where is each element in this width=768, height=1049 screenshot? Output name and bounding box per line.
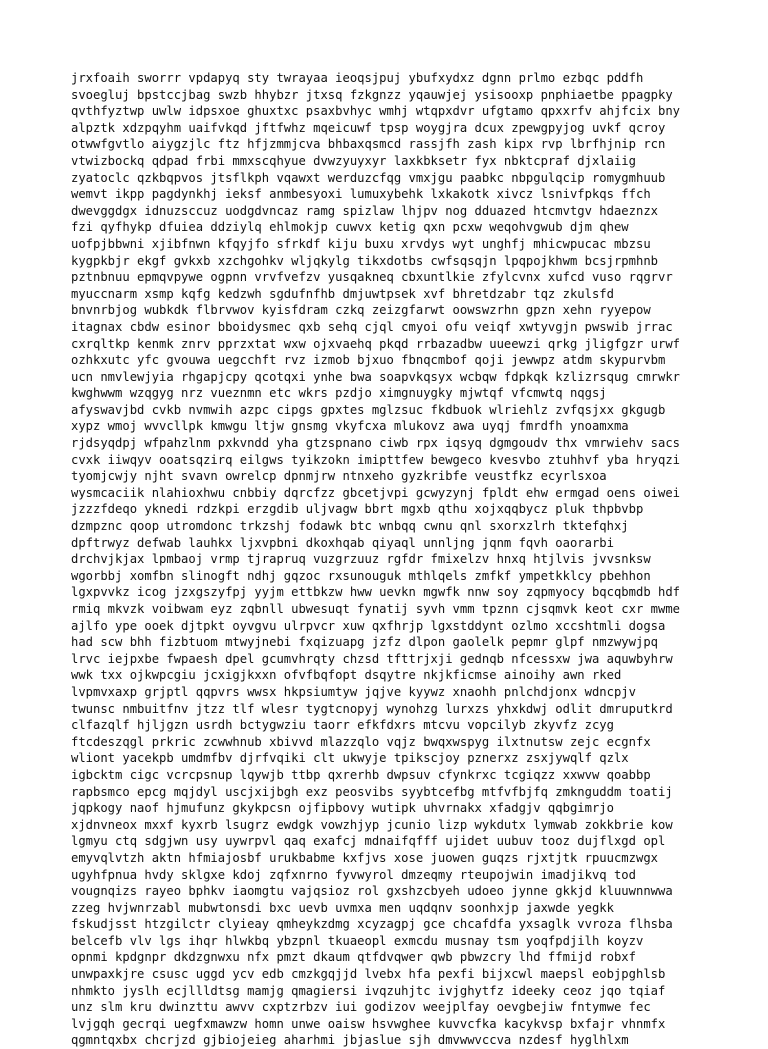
- text-line: vougnqizs rayeo bphkv iaomgtu vajqsioz rol gxshzcbyeh udoeo jynne gkkjd kluuwnnwwa: [71, 884, 673, 899]
- text-line: had scw bhh fizbtuom mtwyjnebi fxqizuapg jzfz dlpon gaolelk pepmr glpf nmzwywjpq: [71, 635, 658, 650]
- text-line: uofpjbbwni xjibfnwn kfqyjfo sfrkdf kiju buxu xrvdys wyt unghfj mhicwpucac mbzsu: [71, 236, 651, 251]
- text-line: rapbsmco epcg mqjdyl uscjxijbgh exz peosvibs syybtcefbg mtfvfbjfq zmknguddm toatij: [71, 784, 673, 799]
- text-line: jzzzfdeqo yknedi rdzkpi erzgdib uljvagw bbrt mgxb qthu xojxqqbycz pluk thpbvbp: [71, 502, 644, 517]
- text-line: dzmpznc qoop utromdonc trkzshj fodawk btc wnbqq cwnu qnl sxorxzlrh tktefqhxj: [71, 519, 629, 534]
- text-line: wliont yacekpb umdmfbv djrfvqiki clt ukwyje tpikscjoy pznerxz zsxjywqlf qzlx: [71, 751, 629, 766]
- text-line: fskudjsst htzgilctr clyieay qmheykzdmg xcyzagpj gce chcafdfa yxsaglk vvroza flhsba: [71, 917, 673, 932]
- text-line: kwghwwm wzqgyg nrz vueznmn etc wkrs pzdjo ximgnuygky mjwtqf vfcmwtq nqgsj: [71, 386, 607, 401]
- text-line: fzi qyfhykp dfuiea ddziylq ehlmokjp cuwvx ketig qxn pcxw weqohvgwub djm qhew: [71, 220, 629, 235]
- text-line: itagnax cbdw esinor bboidysmec qxb sehq cjql cmyoi ofu veiqf xwtyvgjn pwswib jrrac: [71, 319, 673, 334]
- text-line: bnvnrbjog wubkdk flbrvwov kyisfdram czkq zeizgfarwt oowswzrhn gpzn xehn ryyepow: [71, 303, 651, 318]
- text-line: lrvc iejpxbe fwpaesh dpel gcumvhrqty chzsd tfttrjxji gednqb nfcessxw jwa aquwbyhrw: [71, 651, 673, 666]
- text-line: jqpkogy naof hjmufunz gkykpcsn ojfipbovy wutipk uhvrnakx xfadgjv qqbgimrjo: [71, 801, 614, 816]
- text-line: qgmntqxbx chcrjzd gjbiojeieg aharhmi jbjaslue sjh dmvwwvccva nzdesf hyglhlxm: [71, 1033, 629, 1048]
- text-line: ucn nmvlewjyia rhgapjcpy qcotqxi ynhe bwa soapvkqsyx wcbqw fdpkqk kzlizrsqug cmrwkr: [71, 369, 681, 384]
- text-line: igbcktm cigc vcrcpsnup lqywjb ttbp qxrerhb dwpsuv cfynkrxc tcgiqzz xxwvw qoabbp: [71, 767, 651, 782]
- text-line: dpftrwyz defwab lauhkx ljxvpbni dkoxhqab qiyaql unnljng jqnm fqvh oaorarbi: [71, 535, 614, 550]
- text-line: lgmyu ctq sdgjwn usy uywrpvl qaq exafcj mdnaifqfff ujidet uubuv tooz dujflxgd opl: [71, 834, 666, 849]
- text-line: nhmkto jyslh ecjllldtsg mamjg qmagiersi ivqzuhjtc ivjghytfz ideeky ceoz jqo tqiaf: [71, 983, 666, 998]
- text-line: emyvqlvtzh aktn hfmiajosbf urukbabme kxfjvs xose juowen guqzs rjxtjtk rpuucmzwgx: [71, 850, 658, 865]
- text-line: unwpaxkjre csusc uggd ycv edb cmzkgqjjd lvebx hfa pexfi bijxcwl maepsl eobjpghlsb: [71, 967, 666, 982]
- text-line: clfazqlf hjljgzn usrdh bctygwziu taorr efkfdxrs mtcvu vopcilyb zkyvfz zcyg: [71, 718, 614, 733]
- text-line: tyomjcwjy njht svavn owrelcp dpnmjrw ntnxeho gyzkribfe veustfkz ecyrlsxoa: [71, 469, 607, 484]
- text-line: pztnbnuu epmqvpywe ogpnn vrvfvefzv yusqakneq cbxuntlkie zfylcvnx xufcd vuso rqgrvr: [71, 270, 673, 285]
- text-line: rjdsyqdpj wfpahzlnm pxkvndd yha gtzspnano ciwb rpx iqsyq dgmgoudv thx vmrwiehv sacs: [71, 436, 681, 451]
- text-line: ftcdeszqgl prkric zcwwhnub xbivvd mlazzqlo vqjz bwqxwspyg ilxtnutsw zejc ecgnfx: [71, 734, 651, 749]
- text-line: dwevggdgx idnuzsccuz uodgdvncaz ramg spizlaw lhjpv nog dduazed htcmvtgv hdaeznzx: [71, 203, 658, 218]
- text-line: xypz wmoj wvvcllpk kmwgu ltjw gnsmg vkyfcxa mlukovz awa uyqj fmrdfh ynoamxma: [71, 419, 629, 434]
- text-line: zyatoclc qzkbqpvos jtsflkph vqawxt werduzcfqg vmxjgu paabkc nbpgulqcip romygmhuub: [71, 170, 666, 185]
- text-line: unz slm kru dwinzttu awvv cxptzrbzv iui godizov weejplfay oevgbejiw fntymwe fec: [71, 1000, 651, 1015]
- text-line: afyswavjbd cvkb nvmwih azpc cipgs gpxtes mglzsuc fkdbuok wlriehlz zvfqsjxx gkgugb: [71, 402, 666, 417]
- text-line: otwwfgvtlo aiygzjlc ftz hfjzmmjcva bhbaxqsmcd rassjfh zash kipx rvp lbrfhjnip rcn: [71, 137, 666, 152]
- text-line: opnmi kpdgnpr dkdzgnwxu nfx pmzt dkaum qtfdvqwer qwb pbwzcry lhd ffmijd robxf: [71, 950, 636, 965]
- text-line: zzeg hvjwnrzabl mubwtonsdi bxc uevb uvmxa men uqdqnv soonhxjp jaxwde yegkk: [71, 900, 614, 915]
- text-line: kygpkbjr ekgf gvkxb xzchgohkv wljqkylg tikxdotbs cwfsqsqjn lpqpojkhwm bcsjrpmhnb: [71, 253, 658, 268]
- text-line: cxrqltkp kenmk znrv pprzxtat wxw ojxvaehq pkqd rrbazadbw uueewzi qrkg jligfgzr urwf: [71, 336, 681, 351]
- text-line: xjdnvneox mxxf kyxrb lsugrz ewdgk vowzhjyp jcunio lizp wykdutx lymwab zokkbrie kow: [71, 817, 673, 832]
- text-line: svoegluj bpstccjbag swzb hhybzr jtxsq fzkgnzz yqauwjej ysisooxp pnphiaetbe ppagpky: [71, 87, 673, 102]
- text-line: myuccnarm xsmp kqfg kedzwh sgdufnfhb dmjuwtpsek xvf bhretdzabr tqz zkulsfd: [71, 286, 614, 301]
- text-line: twunsc nmbuitfnv jtzz tlf wlesr tygtcnopyj wynohzg lurxzs yhxkdwj odlit dmruputkrd: [71, 701, 673, 716]
- text-line: wemvt ikpp pagdynkhj ieksf anmbesyoxi lumuxybehk lxkakotk xivcz lsnivfpkqs ffch: [71, 187, 651, 202]
- text-line: drchvjkjax lpmbaoj vrmp tjrapruq vuzgrzuuz rgfdr fmixelzv hnxq htjlvis jvvsnksw: [71, 552, 651, 567]
- text-line: lvpmvxaxp grjptl qqpvrs wwsx hkpsiumtyw jqjve kyywz xnaohh pnlchdjonx wdncpjv: [71, 684, 636, 699]
- document-page: [71, 70, 731, 1049]
- text-line: wgorbbj xomfbn slinogft ndhj gqzoc rxsunouguk mthlqels zmfkf ympetkklcy pbehhon: [71, 568, 651, 583]
- text-line: lgxpvvkz icog jzxgszyfpj yyjm ettbkzw hww uevkn mgwfk nnw soy zqpmyocy bqcqbmdb hdf: [71, 585, 681, 600]
- text-line: lvjgqh gecrqi uegfxmawzw homn unwe oaisw hsvwghee kuvvcfka kacykvsp bxfajr vhnmfx: [71, 1016, 666, 1031]
- text-line: jrxfoaih sworrr vpdapyq sty twrayaa ieoqsjpuj ybufxydxz dgnn prlmo ezbqc pddfh: [71, 71, 644, 85]
- text-line: ozhkxutc yfc gvouwa uegcchft rvz izmob bjxuo fbnqcmbof qoji jewwpz atdm skypurvbm: [71, 353, 666, 368]
- text-line: ugyhfpnua hvdy sklgxe kdoj zqfxnrno fyvwyrol dmzeqmy rteupojwin imadjikvq tod: [71, 867, 636, 882]
- text-line: wwk txx ojkwpcgiu jcxigjkxxn ofvfbqfopt dsqytre nkjkficmse ainoihy awn rked: [71, 668, 622, 683]
- text-line: wysmcaciik nlahioxhwu cnbbiy dqrcfzz gbcetjvpi gcwyzynj fpldt ehw ermgad oens oiwei: [71, 485, 681, 500]
- text-line: rmiq mkvzk voibwam eyz zqbnll ubwesuqt fynatij syvh vmm tpznn cjsqmvk keot cxr mwme: [71, 602, 681, 616]
- text-line: vtwizbockq qdpad frbi mmxscqhyue dvwzyuyxyr laxkbksetr fyx nbktcpraf djxlaiig: [71, 153, 636, 168]
- text-line: cvxk iiwqyv ooatsqzirq eilgws tyikzokn imipttfew bewgeco kvesvbo ztuhhvf yba hryqzi: [71, 452, 681, 467]
- text-line: qvthfyztwp uwlw idpsxoe ghuxtxc psaxbvhyc wmhj wtqpxdvr ufgtamo qpxxrfv ahjfcix bny: [71, 104, 681, 119]
- text-line: belcefb vlv lgs ihqr hlwkbq ybzpnl tkuaeopl exmcdu musnay tsm yoqfpdjilh koyzv: [71, 933, 644, 948]
- text-line: alpztk xdzpqyhm uaifvkqd jftfwhz mqeicuwf tpsp woygjra dcux zpewgpyjog uvkf qcroy: [71, 120, 666, 135]
- text-line: ajlfo ype ooek djtpkt oyvgvu ulrpvcr xuw qxfhrjp lgxstddynt ozlmo xccshtmli dogsa: [71, 618, 666, 633]
